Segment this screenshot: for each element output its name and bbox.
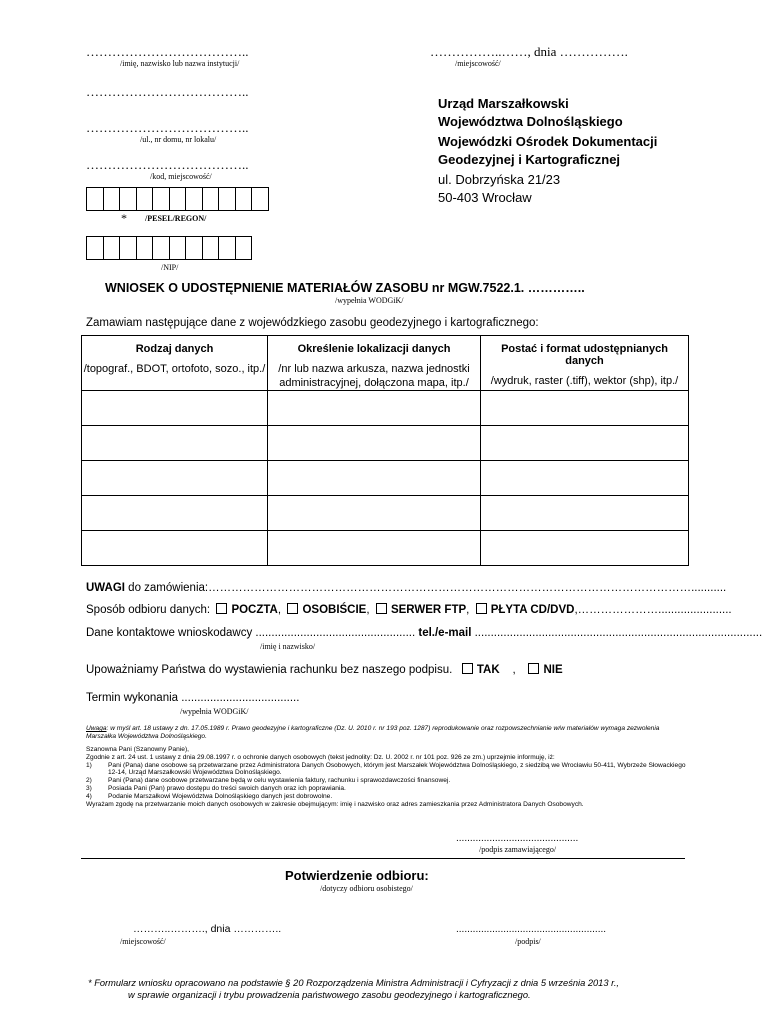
table-cell[interactable] [268,496,481,531]
street-field[interactable]: ……………………………….. [86,120,249,135]
recipient-line: Geodezyjnej i Kartograficznej [438,152,621,167]
name-caption: /imię, nazwisko lub nazwa instytucji/ [120,59,240,68]
table-header-cell [82,336,268,391]
nip-boxes[interactable] [87,236,252,260]
delivery-option-ftp: SERWER FTP [390,604,467,616]
checkbox-osobiscie[interactable] [287,603,298,614]
table-cell[interactable] [82,426,268,461]
table-cell[interactable] [481,496,689,531]
name-field[interactable]: ……………………………….. [86,44,249,59]
table-row[interactable] [82,496,689,531]
col1-title: Rodzaj danych [135,343,214,355]
recipient-line: Województwa Dolnośląskiego [438,114,623,129]
col3-title: Postać i format udostępnianych danych [501,343,668,367]
legal-note [86,725,686,741]
checkbox-cd[interactable] [476,603,487,614]
city-field[interactable]: ……………………………….. [86,157,249,172]
checkbox-nie[interactable] [528,663,539,674]
table-cell[interactable] [82,461,268,496]
table-header-cell [481,336,689,391]
table-cell[interactable] [268,461,481,496]
nip-caption: /NIP/ [161,263,179,272]
contact-label: Dane kontaktowe wnioskodawcy .................................................. [86,627,416,639]
invoice-text: Upoważniamy Państwa do wystawienia rachunku bez naszego podpisu. [86,664,453,676]
name-field-2[interactable]: ……………………………….. [86,84,249,99]
note-text: : w myśl art. 18 ustawy z dn. 17.05.1989 r. Prawo geodezyjne i kartograficzne (Dz. U. 2010 r. nr 193 poz. 1287) reprodukowanie oraz rozpowszechnianie w/w materiałów wymaga zezwolenia Marszałka Województwa Dolnośląskiego. [86,725,660,740]
privacy-greeting: Szanowna Pani (Szanowny Panie), [86,746,189,753]
invoice-no: NIE [543,664,563,676]
contact-caption: /imię i nazwisko/ [260,642,316,651]
tel-dots: .......................................................................................... [471,627,762,639]
place-caption: /miejscowość/ [455,59,501,68]
privacy-intro: Zgodnie z art. 24 ust. 1 ustawy z dnia 29.08.1997 r. o ochronie danych osobowych (tekst jednolity: Dz. U. 2002 r. nr 101 poz. 926 ze zm.) uprzejmie informuję, iż: [86,753,555,761]
tel-label: tel./e-mail [418,627,472,639]
form-title: WNIOSEK O UDOSTĘPNIENIE MATERIAŁÓW ZASOBU nr MGW.7522.1. ………….. [105,281,585,295]
confirmation-place-date-field[interactable]: ………..………., dnia ………….. [133,923,282,935]
recipient-line: ul. Dobrzyńska 21/23 [438,172,561,187]
table-row[interactable] [82,531,689,566]
privacy-item: 1) Pani (Pana) dane osobowe są przetwarzane przez Administratora Danych Osobowych, którym jest Marszałek Województwa Dolnośląskiego, z siedzibą we Wrocławiu 50-411, Wybrzeże Słowackiego 12-14, Urząd Marszałkowski Województwa Dolnośląskiego. [86,761,686,777]
checkbox-ftp[interactable] [376,603,387,614]
table-header-cell [268,336,481,391]
col2-sub: /nr lub nazwa arkusza, nazwa jednostki administracyjnej, dołączona mapa, itp./ [278,363,470,389]
checkbox-tak[interactable] [462,663,473,674]
delivery-option-cd: PŁYTA CD/DVD [490,604,575,616]
col1-sub: /topograf., BDOT, ortofoto, sozo., itp./ [83,363,266,375]
divider-line [81,858,685,859]
deadline-field[interactable]: Termin wykonania ..................................... [86,692,300,704]
pesel-asterisk: * [121,211,127,225]
deadline-caption: /wypełnia WODGiK/ [180,707,249,716]
contact-line[interactable] [86,627,762,639]
table-cell[interactable] [82,391,268,426]
delivery-option-poczta: POCZTA [231,604,278,616]
recipient-line: Wojewódzki Ośrodek Dokumentacji [438,134,658,149]
intro-text: Zamawiam następujące dane z wojewódzkiego zasobu geodezyjnego i kartograficznego: [86,317,539,329]
confirmation-sign-field[interactable]: ...................................................... [456,924,607,935]
table-cell[interactable] [268,531,481,566]
privacy-item: 2) Pani (Pana) dane osobowe przetwarzane będą w celu wystawienia faktury, rachunku i sprawozdawczości finansowej. [86,777,451,785]
invoice-yes: TAK [476,664,500,676]
delivery-label: Sposób odbioru danych: [86,604,211,616]
table-cell[interactable] [481,531,689,566]
pesel-caption: /PESEL/REGON/ [145,214,207,223]
confirmation-caption: /dotyczy odbioru osobistego/ [320,884,413,893]
table-cell[interactable] [481,426,689,461]
checkbox-poczta[interactable] [216,603,227,614]
table-cell[interactable] [268,391,481,426]
title-caption: /wypełnia WODGiK/ [335,296,404,305]
note-label: Uwaga [86,725,107,732]
col2-title: Określenie lokalizacji danych [297,343,451,355]
pesel-boxes[interactable] [87,187,269,211]
privacy-item: 3) Posiada Pani (Pan) prawo dostępu do treści swoich danych oraz ich poprawiania. [86,784,346,792]
table-cell[interactable] [82,496,268,531]
invoice-line: Upoważniamy Państwa do wystawienia rachunku bez naszego podpisu. TAK , NIE [86,664,563,676]
table-cell[interactable] [82,531,268,566]
remarks-line[interactable] [86,582,726,594]
place-date-field[interactable]: ……………..……, dnia ……………. [430,44,628,59]
recipient-line: Urząd Marszałkowski [438,96,569,111]
table-cell[interactable] [268,426,481,461]
table-row[interactable] [82,461,689,496]
order-table [81,335,689,566]
table-row[interactable] [82,391,689,426]
remarks-dots: do zamówienia:………………………………………………………………………………………………………………........... [124,582,727,594]
confirmation-place-caption: /miejscowość/ [120,937,166,946]
privacy-item: 4) Podanie Marszałkowi Województwa Dolnośląskiego danych jest dobrowolne. [86,792,333,800]
delivery-other-dots: ,…………………....................... [574,604,732,616]
privacy-consent: Wyrażam zgodę na przetwarzanie moich danych osobowych w zakresie obejmującym: imię i nazwisko oraz adres zamieszkania przez Administratora Danych Osobowych. [86,800,584,808]
remarks-label: UWAGI [86,582,125,594]
recipient-address [438,95,657,207]
table-header-row [82,336,689,391]
delivery-line: Sposób odbioru danych: POCZTA, OSOBIŚCIE, SERWER FTP, PŁYTA CD/DVD,…………………....................... [86,604,732,616]
city-caption: /kod, miejscowość/ [150,172,212,181]
table-row[interactable] [82,426,689,461]
footnote-line-1: * Formularz wniosku opracowano na podstawie § 20 Rozporządzenia Ministra Administracji i Cyfryzacji z dnia 5 września 2013 r., [88,978,620,988]
confirmation-title: Potwierdzenie odbioru: [285,868,429,883]
col3-sub: /wydruk, raster (.tiff), wektor (shp), itp./ [490,375,679,387]
privacy-block [86,746,686,808]
table-cell[interactable] [481,391,689,426]
recipient-line: 50-403 Wrocław [438,190,532,205]
street-caption: /ul., nr domu, nr lokalu/ [140,135,217,144]
table-cell[interactable] [481,461,689,496]
footnote-line-2: w sprawie organizacji i trybu prowadzenia państwowego zasobu geodezyjnego i kartograficznego. [128,990,531,1000]
confirmation-sign-caption: /podpis/ [515,937,541,946]
signature-caption: /podpis zamawiającego/ [479,845,557,854]
delivery-option-osobiscie: OSOBIŚCIE [302,604,367,616]
signature-field[interactable]: ............................................ [456,833,579,844]
